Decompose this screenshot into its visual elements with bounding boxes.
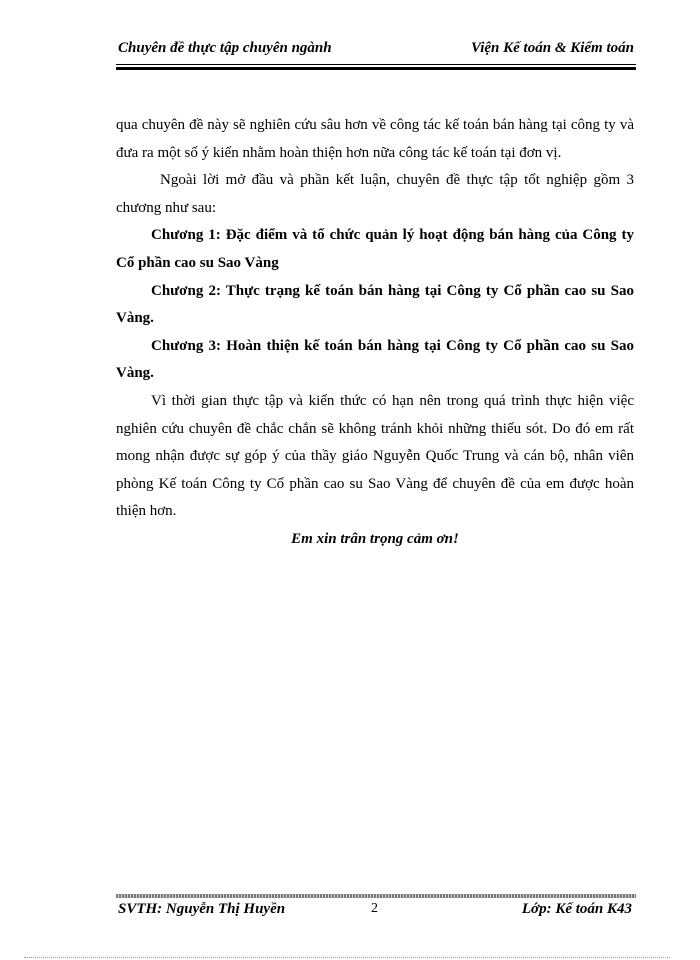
page-bottom-border bbox=[24, 957, 670, 958]
chapter-1: Chương 1: Đặc điểm và tổ chức quản lý hoạt động bán hàng của Công ty Cổ phần cao su Sao Vàng bbox=[116, 227, 634, 271]
page-footer bbox=[118, 901, 632, 923]
paragraph-acknowledgement: Vì thời gian thực tập và kiến thức có hạn nên trong quá trình thực hiện việc nghiên cứu chuyên đề chắc chắn sẽ không tránh khỏi những thiếu sót. Do đó em rất mong nhận được sự góp ý của thầy giáo Nguyễn Quốc Trung và cán bộ, nhân viên phòng Kế toán Công ty Cổ phần cao su Sao Vàng để chuyên đề của em được hoàn thiện hơn. bbox=[116, 392, 634, 520]
closing-thanks: Em xin trân trọng cảm ơn! bbox=[291, 530, 459, 547]
footer-class: Lớp: Kế toán K43 bbox=[521, 901, 632, 917]
paragraph-structure: Ngoài lời mở đầu và phần kết luận, chuyên đề thực tập tốt nghiệp gồm 3 chương như sau: bbox=[116, 172, 634, 216]
footer-rule bbox=[116, 894, 636, 898]
header-rule-thick bbox=[116, 67, 636, 70]
header-course-title: Chuyên đề thực tập chuyên ngành bbox=[118, 40, 332, 56]
paragraph-intro: qua chuyên đề này sẽ nghiên cứu sâu hơn về công tác kế toán bán hàng tại công ty và đưa ra một số ý kiến nhằm hoàn thiện hơn nữa công tác kế toán tại đơn vị. bbox=[116, 117, 634, 161]
footer-student-name: SVTH: Nguyễn Thị Huyền bbox=[118, 901, 286, 917]
page-number: 2 bbox=[371, 901, 378, 916]
header-institute: Viện Kế toán & Kiểm toán bbox=[471, 40, 634, 56]
document-body bbox=[116, 112, 634, 554]
header-rule-thin bbox=[116, 64, 636, 65]
chapter-2: Chương 2: Thực trạng kế toán bán hàng tại Công ty Cổ phần cao su Sao Vàng. bbox=[116, 282, 634, 327]
page-header bbox=[118, 40, 634, 62]
chapter-3: Chương 3: Hoàn thiện kế toán bán hàng tại Công ty Cổ phần cao su Sao Vàng. bbox=[116, 337, 634, 382]
